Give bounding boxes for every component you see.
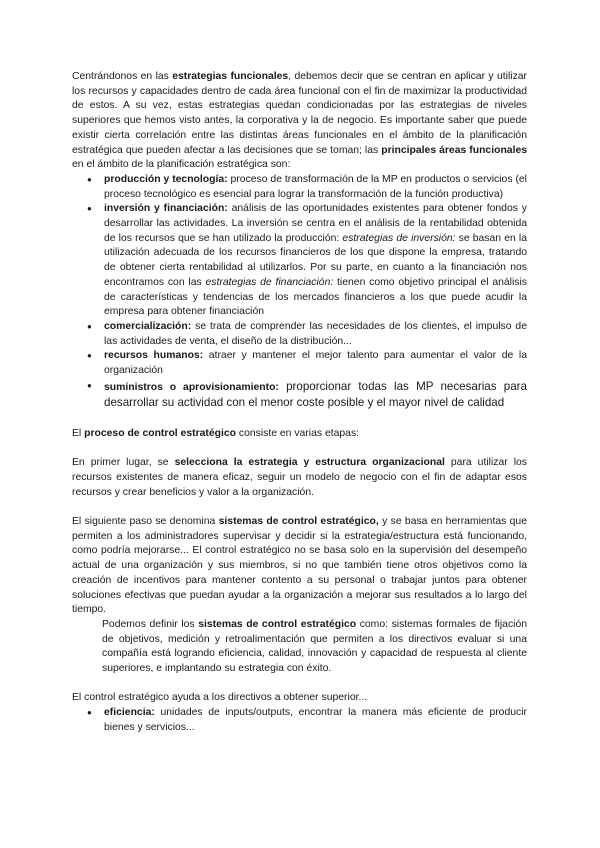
control-helps-paragraph: El control estratégico ayuda a los directivos a obtener superior...: [72, 692, 368, 704]
intro-text-2: , debemos decir que se centran en aplicar y utilizar los recursos y capacidades dentro de cada área funcional con el fin de maximizar la productividad de estos. A su vez, estas estrategias quedan condicionadas por las estrategias de niveles superiores que hemos visto antes, la corporativa y la de negocio. Es importante saber que puede existir cierta correlación entre las distintas áreas funcionales en el ámbito de la planificación estratégica que pueden afectar a las decisiones que se toman; las: [72, 71, 527, 156]
control-intro-text-2: consiste en varias etapas:: [236, 427, 360, 439]
control-intro-paragraph: [72, 427, 527, 442]
term-rrhh: recursos humanos:: [104, 350, 204, 362]
term-comercializacion: comercialización:: [104, 320, 192, 332]
list-item-suministros: [72, 379, 527, 412]
control-intro-bold: proceso de control estratégico: [84, 427, 236, 439]
step2-text-1: El siguiente paso se denomina: [72, 516, 219, 528]
document-body: [72, 70, 527, 736]
functional-areas-list: [72, 173, 527, 412]
italic-estrategias-inversion: estrategias de inversión:: [342, 232, 456, 244]
list-item-produccion: [72, 173, 527, 202]
italic-estrategias-financiacion: estrategias de financiación:: [205, 276, 334, 288]
step2-text-2: y se basa en herramientas que permiten a los administradores supervisar y decidir si la estrategia/estructura está funcionando, como podría mejorarse... El control estratégico no se basa solo en la supervisión del desempeño actual de una organización y sus miembros, si no que también tiene otros objetivos como la creación de incentivos para mantener contento a su personal o trabajar juntos para obtener soluciones efectivas que puedan ayudar a la organización a mejorar sus resultados a lo largo del tiempo.: [72, 516, 527, 616]
step1-paragraph: [72, 456, 527, 500]
list-item-comercializacion: [72, 320, 527, 349]
control-benefits-list: [72, 706, 527, 735]
desc-produccion: proceso de transformación de la MP en productos o servicios (el proceso tecnológico es esencial para lograr la transformación de la función productiva): [104, 173, 527, 200]
definition-bold: sistemas de control estratégico: [198, 618, 357, 630]
step2-bold: sistemas de control estratégico,: [218, 516, 379, 528]
desc-rrhh: atraer y mantener el mejor talento para aumentar el valor de la organización: [104, 350, 528, 377]
desc-suministros: proporcionar todas las MP necesarias para desarrollar su actividad con el menor coste posible y el mayor nivel de calidad: [104, 379, 527, 410]
list-item-eficiencia: [72, 706, 527, 735]
term-suministros: suministros o aprovisionamiento:: [104, 381, 279, 393]
step1-text-2: para utilizar los recursos existentes de manera eficaz, seguir un modelo de negocio con el fin de adaptar esos recursos y crear beneficios y valor a la organización.: [72, 457, 528, 498]
desc-inversion-2: se basan en la utilización adecuada de los recursos financieros de los que dispone la empresa, tratando de obtener cierta rentabilidad al utilizarlos. Por su parte, en cuanto a la financiación nos encontramos con las: [104, 232, 527, 288]
term-inversion: inversión y financiación:: [104, 203, 228, 215]
step2-paragraph: [72, 515, 527, 618]
intro-text-3: en el ámbito de la planificación estratégica son:: [72, 159, 291, 171]
term-produccion: producción y tecnología:: [104, 173, 228, 185]
list-item-rrhh: [72, 349, 527, 378]
list-item-inversion: [72, 202, 527, 320]
step1-bold: selecciona la estrategia y estructura organizacional: [174, 457, 445, 469]
intro-text-1: Centrándonos en las: [72, 71, 173, 82]
term-eficiencia: eficiencia:: [104, 707, 155, 719]
definition-text-1: Podemos definir los: [102, 618, 199, 630]
desc-inversion-1: análisis de las oportunidades existentes para obtener fondos y desarrollar las actividades. La inversión se centra en el análisis de la rentabilidad obtenida de los recursos que se han utilizado la producción:: [104, 203, 527, 244]
spacer: [72, 677, 527, 692]
intro-bold-2: principales áreas funcionales: [381, 144, 528, 156]
definition-text-2: como: sistemas formales de fijación de objetivos, medición y retroalimentación que permiten a los directivos evaluar si una compañía está logrando eficiencia, calidad, innovación y capacidad de respuesta al cliente superiores, e implantando su estrategia con éxito.: [102, 618, 528, 675]
spacer: [72, 500, 527, 515]
step1-text-1: En primer lugar, se: [72, 457, 175, 469]
intro-paragraph: [72, 70, 527, 173]
definition-paragraph: [72, 618, 527, 677]
desc-inversion-3: tienen como objetivo principal el análisis de características y tendencias de los mercados financieros a los que puede acudir la empresa para obtener financiación: [104, 276, 528, 318]
desc-eficiencia: unidades de inputs/outputs, encontrar la manera más eficiente de producir bienes y servicios...: [104, 707, 527, 733]
intro-bold-1: estrategias funcionales: [172, 71, 289, 82]
spacer: [72, 412, 527, 427]
control-intro-text-1: El: [72, 427, 85, 439]
desc-comercializacion: se trata de comprender las necesidades de los clientes, el impulso de las actividades de venta, el diseño de la distribución...: [104, 320, 527, 347]
spacer: [72, 442, 527, 457]
